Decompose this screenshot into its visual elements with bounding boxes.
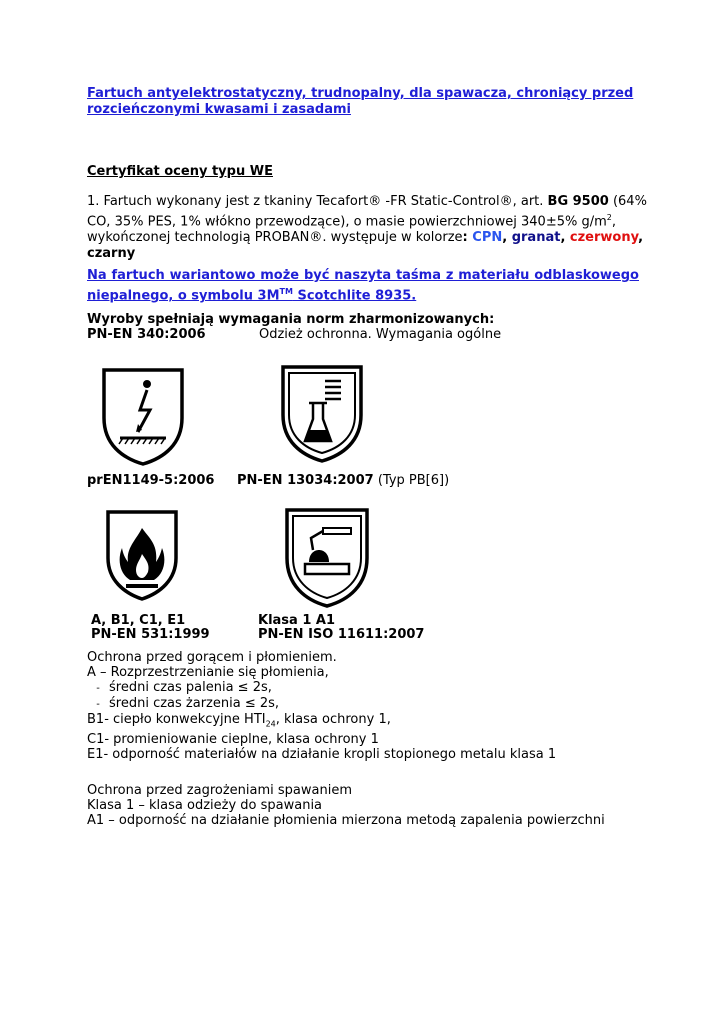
chemical-norm-code: PN-EN 13034:2007: [237, 473, 374, 488]
welding-protection-section: [87, 783, 605, 828]
comma: ,: [638, 230, 644, 246]
chemical-norm-label: [237, 474, 449, 488]
hti-prefix: B1- ciepło konwekcyjne HTI: [87, 712, 266, 727]
welding-pictogram-icon: [283, 506, 371, 608]
article-code: BG 9500: [547, 194, 609, 209]
chemical-norm-type: (Typ PB[6]): [373, 473, 450, 488]
comma: ,: [502, 230, 512, 246]
reflective-line-1: Na fartuch wariantowo może być naszyta taśma z materiału odblaskowego: [87, 268, 639, 283]
glow-time: średni czas żarzenia ≤ 2s,: [109, 696, 280, 711]
flame-norm-code: PN-EN 531:1999: [91, 627, 210, 642]
welding-norm-label: [258, 614, 424, 642]
fabric-text-1: 1. Fartuch wykonany jest z tkaniny Tecafort® -FR Static-Control®, art.: [87, 194, 548, 209]
heat-line-4: [87, 696, 556, 712]
document-title[interactable]: Fartuch antyelektrostatyczny, trudnopalny, dla spawacza, chroniący przed rozcieńczonymi kwasami i zasadami: [87, 86, 634, 117]
flame-classes: A, B1, C1, E1: [91, 613, 186, 628]
heat-line-3: [87, 680, 556, 696]
main-norm-code: PN-EN 340:2006: [87, 327, 206, 342]
reflective-line-2: niepalnego, o symbolu 3M: [87, 288, 280, 304]
unit-superscript: 2: [606, 213, 612, 222]
welding-line-3: A1 – odporność na działanie płomienia mierzona metodą zapalenia powierzchni: [87, 813, 605, 828]
hti-suffix: , klasa ochrony 1,: [275, 712, 391, 727]
welding-norm-code: PN-EN ISO 11611:2007: [258, 627, 425, 642]
tm-mark: TM: [279, 287, 293, 296]
flame-norm-label: [91, 614, 210, 642]
hti-subscript: 24: [265, 719, 276, 729]
certificate-heading: Certyfikat oceny typu WE: [87, 164, 273, 179]
flame-pictogram-icon: [104, 508, 180, 602]
color-granat: granat: [511, 230, 561, 246]
bullet-dash: -: [96, 683, 100, 694]
welding-line-2: Klasa 1 – klasa odzieży do spawania: [87, 798, 323, 813]
colon: :: [462, 230, 473, 246]
heat-line-2: A – Rozprzestrzenianie się płomienia,: [87, 665, 329, 680]
fabric-finish: , wykończonej technologią PROBAN®. występuje w kolorze: [87, 214, 616, 246]
reflective-tape-note[interactable]: [87, 268, 639, 304]
burn-time: średni czas palenia ≤ 2s,: [109, 680, 272, 695]
requirements-heading: Wyroby spełniają wymagania norm zharmonizowanych:: [87, 312, 495, 327]
chemical-flask-pictogram-icon: [279, 363, 365, 463]
color-czarny: czarny: [87, 246, 136, 262]
heat-line-7: E1- odporność materiałów na działanie kropli stopionego metalu klasa 1: [87, 746, 557, 762]
welding-classes: Klasa 1 A1: [258, 613, 336, 628]
bullet-dash: -: [96, 699, 100, 710]
color-czerwony: czerwony: [569, 230, 639, 246]
heat-line-5: [87, 712, 556, 732]
color-cpn: CPN: [472, 230, 503, 246]
heat-protection-section: [87, 650, 556, 762]
antistatic-norm-label: prEN1149-5:2006: [87, 473, 215, 488]
main-norm-row: [87, 327, 501, 342]
main-norm-desc: Odzież ochronna. Wymagania ogólne: [259, 327, 502, 342]
antistatic-pictogram-icon: [100, 366, 186, 466]
heat-line-6: C1- promieniowanie cieplne, klasa ochrony 1: [87, 731, 379, 747]
heat-line-1: Ochrona przed gorącem i płomieniem.: [87, 650, 337, 665]
welding-line-1: Ochrona przed zagrożeniami spawaniem: [87, 783, 352, 798]
reflective-line-2-end: Scotchlite 8935.: [292, 288, 417, 304]
comma: ,: [560, 230, 570, 246]
fabric-composition: (64% CO, 35% PES, 1% włókno przewodzące), o masie powierzchniowej 340±5% g/m: [87, 194, 647, 230]
fabric-description: [87, 194, 647, 262]
